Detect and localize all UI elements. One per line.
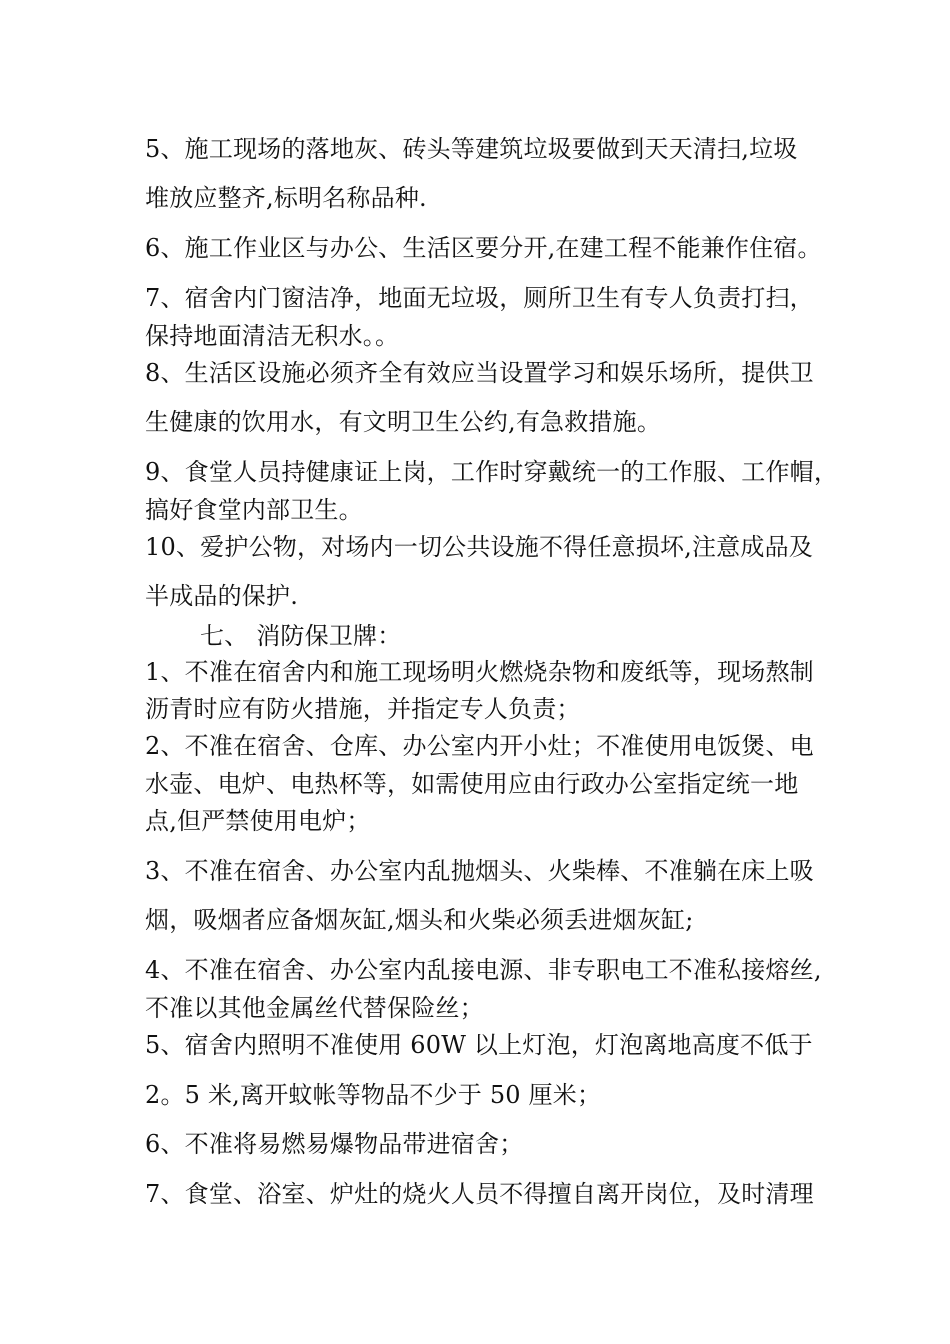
text-line-fire-item6: 6、不准将易燃易爆物品带进宿舍； (145, 1130, 524, 1158)
text-line-fire-item2-a: 2、不准在宿舍、仓库、办公室内开小灶；不准使用电饭煲、电 (145, 732, 814, 760)
text-line-fire-item7: 7、食堂、浴室、炉灶的烧火人员不得擅自离开岗位，及时清理 (145, 1180, 814, 1208)
text-line-fire-item5-b: 2。5 米,离开蚊帐等物品不少于 50 厘米； (145, 1081, 602, 1109)
text-line-fire-item3-a: 3、不准在宿舍、办公室内乱抛烟头、火柴棒、不准躺在床上吸 (145, 857, 814, 885)
text-line-item10-a: 10、爱护公物，对场内一切公共设施不得任意损坏,注意成品及 (145, 533, 813, 561)
section-heading-fire-safety: 七、 消防保卫牌： (200, 622, 402, 650)
text-line-item8-b: 生健康的饮用水，有文明卫生公约,有急救措施。 (145, 408, 662, 436)
text-line-item10-b: 半成品的保护. (145, 582, 299, 610)
text-line-item6: 6、施工作业区与办公、生活区要分开,在建工程不能兼作住宿。 (145, 234, 822, 262)
text-line-fire-item4-a: 4、不准在宿舍、办公室内乱接电源、非专职电工不准私接熔丝, (145, 956, 822, 984)
text-line-item5-b: 堆放应整齐,标明名称品种. (145, 184, 427, 212)
text-line-item7-a: 7、宿舍内门窗洁净，地面无垃圾，厕所卫生有专人负责打扫， (145, 284, 814, 312)
text-line-fire-item4-b: 不准以其他金属丝代替保险丝； (145, 994, 484, 1022)
text-line-item8-a: 8、生活区设施必须齐全有效应当设置学习和娱乐场所，提供卫 (145, 359, 814, 387)
text-line-fire-item5-a: 5、宿舍内照明不准使用 60W 以上灯泡，灯泡离地高度不低于 (145, 1031, 813, 1059)
text-line-item7-b: 保持地面清洁无积水。。 (145, 322, 400, 350)
text-line-item9-b: 搞好食堂内部卫生。 (145, 496, 363, 524)
text-line-fire-item2-c: 点,但严禁使用电炉； (145, 807, 371, 835)
text-line-fire-item1-b: 沥青时应有防火措施，并指定专人负责； (145, 695, 581, 723)
text-line-fire-item2-b: 水壶、电炉、电热杯等，如需使用应由行政办公室指定统一地 (145, 770, 799, 798)
text-line-item5-a: 5、施工现场的落地灰、砖头等建筑垃圾要做到天天清扫,垃圾 (145, 135, 798, 163)
text-line-fire-item3-b: 烟，吸烟者应备烟灰缸,烟头和火柴必须丢进烟灰缸; (145, 906, 694, 934)
text-line-fire-item1-a: 1、不准在宿舍内和施工现场明火燃烧杂物和废纸等，现场熬制 (145, 658, 814, 686)
text-line-item9-a: 9、食堂人员持健康证上岗，工作时穿戴统一的工作服、工作帽， (145, 458, 839, 486)
